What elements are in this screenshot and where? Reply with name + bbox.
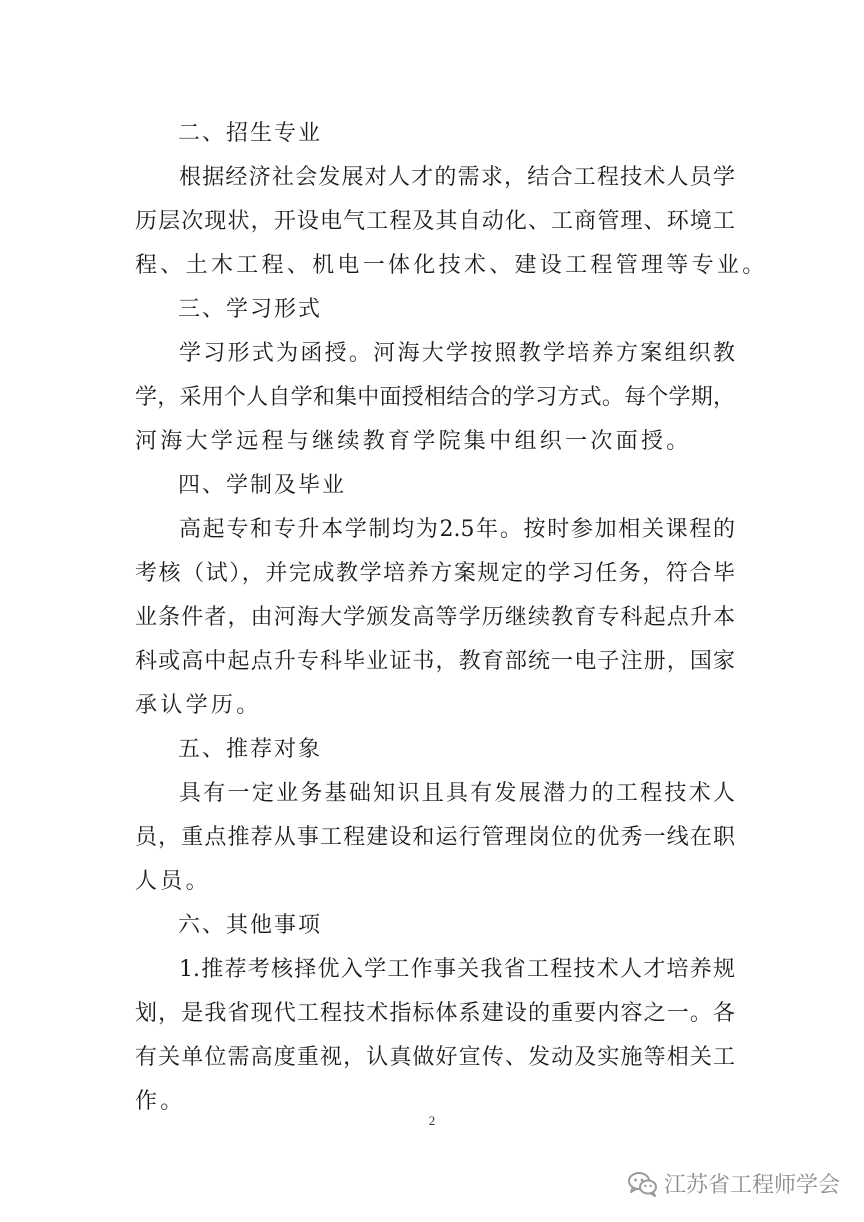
paragraph-line: 程、土木工程、机电一体化技术、建设工程管理等专业。 <box>135 253 768 278</box>
paragraph-line: 科或高中起点升专科毕业证书，教育部统一电子注册，国家 <box>135 649 735 674</box>
paragraph-line: 作。 <box>135 1089 186 1114</box>
section-heading: 三、学习形式 <box>178 297 323 322</box>
section-heading: 四、学制及毕业 <box>178 473 347 498</box>
watermark-text: 江苏省工程师学会 <box>663 1173 840 1198</box>
paragraph-line: 具有一定业务基础知识且具有发展潜力的工程技术人 <box>179 781 735 806</box>
section-heading: 二、招生专业 <box>178 121 323 146</box>
document-body <box>135 112 768 1124</box>
paragraph-line: 学习形式为函授。河海大学按照教学培养方案组织教 <box>179 341 735 366</box>
paragraph-line: 河海大学远程与继续教育学院集中组织一次面授。 <box>135 429 692 454</box>
paragraph-line: 人员。 <box>135 869 211 894</box>
paragraph-line: 有关单位需高度重视，认真做好宣传、发动及实施等相关工 <box>135 1045 735 1070</box>
paragraph-line: 员，重点推荐从事工程建设和运行管理岗位的优秀一线在职 <box>135 825 735 850</box>
paragraph-line: 业条件者，由河海大学颁发高等学历继续教育专科起点升本 <box>135 605 735 630</box>
section-heading: 六、其他事项 <box>178 913 323 938</box>
paragraph-line: 划，是我省现代工程技术指标体系建设的重要内容之一。各 <box>135 1001 735 1026</box>
paragraph-line: 承认学历。 <box>135 693 262 718</box>
section-heading: 五、推荐对象 <box>178 737 323 762</box>
paragraph-line: 高起专和专升本学制均为2.5年。按时参加相关课程的 <box>179 517 735 542</box>
wechat-icon <box>628 1171 658 1197</box>
paragraph-line: 根据经济社会发展对人才的需求，结合工程技术人员学 <box>179 165 735 190</box>
paragraph-line: 1.推荐考核择优入学工作事关我省工程技术人才培养规 <box>179 957 735 982</box>
paragraph-line: 考核（试），并完成教学培养方案规定的学习任务，符合毕 <box>135 561 735 586</box>
page-number: 2 <box>428 1113 436 1128</box>
paragraph-line: 学，采用个人自学和集中面授相结合的学习方式。每个学期， <box>135 385 735 410</box>
watermark <box>628 1168 840 1199</box>
paragraph-line: 历层次现状，开设电气工程及其自动化、工商管理、环境工 <box>135 209 735 234</box>
